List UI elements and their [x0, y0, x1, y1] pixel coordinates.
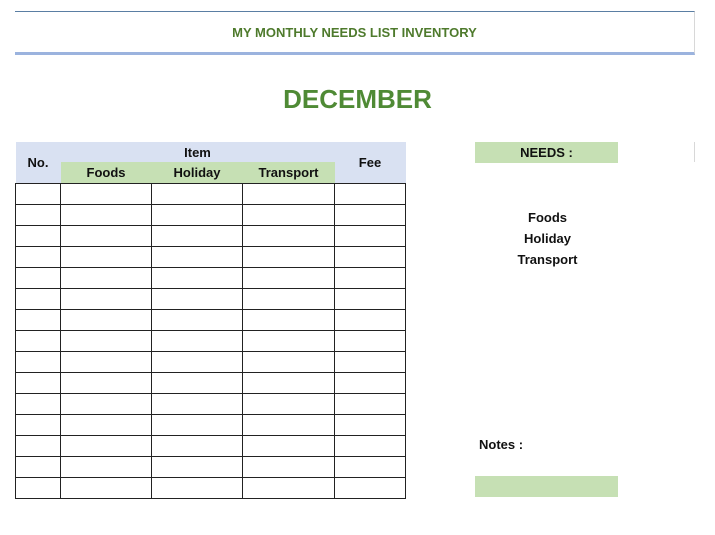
cell-transport[interactable] — [243, 309, 335, 330]
cell-fee[interactable] — [335, 477, 406, 498]
cell-holiday[interactable] — [152, 435, 243, 456]
table-row — [16, 393, 406, 414]
cell-transport[interactable] — [243, 393, 335, 414]
cell-fee[interactable] — [335, 309, 406, 330]
cell-fee[interactable] — [335, 330, 406, 351]
table-row — [16, 288, 406, 309]
header-transport: Transport — [243, 162, 335, 183]
inventory-table — [15, 142, 406, 499]
table-body — [16, 183, 406, 498]
table-row — [16, 351, 406, 372]
cell-foods[interactable] — [61, 309, 152, 330]
cell-no[interactable] — [16, 372, 61, 393]
cell-no[interactable] — [16, 267, 61, 288]
cell-fee[interactable] — [335, 267, 406, 288]
needs-label: NEEDS : — [475, 142, 618, 163]
cell-transport[interactable] — [243, 372, 335, 393]
cell-transport[interactable] — [243, 267, 335, 288]
notes-field[interactable] — [475, 476, 618, 497]
header-no: No. — [16, 142, 61, 183]
cell-no[interactable] — [16, 225, 61, 246]
cell-transport[interactable] — [243, 183, 335, 204]
header-fee: Fee — [335, 142, 406, 183]
cell-holiday[interactable] — [152, 183, 243, 204]
cell-fee[interactable] — [335, 456, 406, 477]
cell-fee[interactable] — [335, 183, 406, 204]
cell-foods[interactable] — [61, 351, 152, 372]
cell-transport[interactable] — [243, 456, 335, 477]
table-row — [16, 183, 406, 204]
cell-transport[interactable] — [243, 288, 335, 309]
cell-holiday[interactable] — [152, 477, 243, 498]
cell-holiday[interactable] — [152, 288, 243, 309]
cell-no[interactable] — [16, 309, 61, 330]
table-row — [16, 414, 406, 435]
cell-foods[interactable] — [61, 288, 152, 309]
table-row — [16, 309, 406, 330]
cell-foods[interactable] — [61, 456, 152, 477]
cell-holiday[interactable] — [152, 456, 243, 477]
cell-no[interactable] — [16, 204, 61, 225]
cell-foods[interactable] — [61, 183, 152, 204]
cell-holiday[interactable] — [152, 414, 243, 435]
needs-item-transport: Transport — [517, 252, 578, 267]
header-holiday: Holiday — [152, 162, 243, 183]
cell-fee[interactable] — [335, 288, 406, 309]
cell-no[interactable] — [16, 435, 61, 456]
cell-holiday[interactable] — [152, 351, 243, 372]
table-row — [16, 204, 406, 225]
needs-item-holiday: Holiday — [524, 231, 571, 246]
cell-holiday[interactable] — [152, 393, 243, 414]
cell-no[interactable] — [16, 288, 61, 309]
cell-fee[interactable] — [335, 204, 406, 225]
cell-fee[interactable] — [335, 414, 406, 435]
cell-foods[interactable] — [61, 204, 152, 225]
cell-fee[interactable] — [335, 225, 406, 246]
cell-foods[interactable] — [61, 477, 152, 498]
cell-foods[interactable] — [61, 225, 152, 246]
header-item: Item — [61, 142, 335, 162]
cell-no[interactable] — [16, 393, 61, 414]
cell-transport[interactable] — [243, 225, 335, 246]
table-row — [16, 477, 406, 498]
cell-no[interactable] — [16, 330, 61, 351]
cell-holiday[interactable] — [152, 309, 243, 330]
needs-list — [475, 207, 620, 270]
cell-no[interactable] — [16, 246, 61, 267]
cell-fee[interactable] — [335, 372, 406, 393]
cell-foods[interactable] — [61, 414, 152, 435]
cell-transport[interactable] — [243, 351, 335, 372]
cell-foods[interactable] — [61, 372, 152, 393]
cell-transport[interactable] — [243, 477, 335, 498]
divider — [694, 142, 695, 162]
month-heading: DECEMBER — [283, 84, 432, 114]
cell-holiday[interactable] — [152, 225, 243, 246]
cell-holiday[interactable] — [152, 246, 243, 267]
table-row — [16, 372, 406, 393]
cell-transport[interactable] — [243, 435, 335, 456]
cell-no[interactable] — [16, 183, 61, 204]
cell-fee[interactable] — [335, 246, 406, 267]
table-row — [16, 435, 406, 456]
cell-fee[interactable] — [335, 435, 406, 456]
table-row — [16, 330, 406, 351]
table-row — [16, 267, 406, 288]
cell-foods[interactable] — [61, 246, 152, 267]
cell-holiday[interactable] — [152, 372, 243, 393]
cell-no[interactable] — [16, 414, 61, 435]
table-row — [16, 456, 406, 477]
cell-no[interactable] — [16, 351, 61, 372]
needs-item-foods: Foods — [528, 210, 567, 225]
cell-holiday[interactable] — [152, 267, 243, 288]
cell-transport[interactable] — [243, 246, 335, 267]
notes-label: Notes : — [479, 437, 524, 452]
table-row — [16, 225, 406, 246]
cell-transport[interactable] — [243, 204, 335, 225]
cell-transport[interactable] — [243, 414, 335, 435]
title-banner — [15, 11, 695, 55]
page-title: MY MONTHLY NEEDS LIST INVENTORY — [232, 24, 477, 40]
cell-fee[interactable] — [335, 393, 406, 414]
cell-foods[interactable] — [61, 393, 152, 414]
cell-no[interactable] — [16, 477, 61, 498]
table-row — [16, 246, 406, 267]
header-foods: Foods — [61, 162, 152, 183]
cell-foods[interactable] — [61, 267, 152, 288]
cell-holiday[interactable] — [152, 204, 243, 225]
cell-no[interactable] — [16, 456, 61, 477]
cell-transport[interactable] — [243, 330, 335, 351]
cell-holiday[interactable] — [152, 330, 243, 351]
cell-foods[interactable] — [61, 330, 152, 351]
cell-foods[interactable] — [61, 435, 152, 456]
cell-fee[interactable] — [335, 351, 406, 372]
